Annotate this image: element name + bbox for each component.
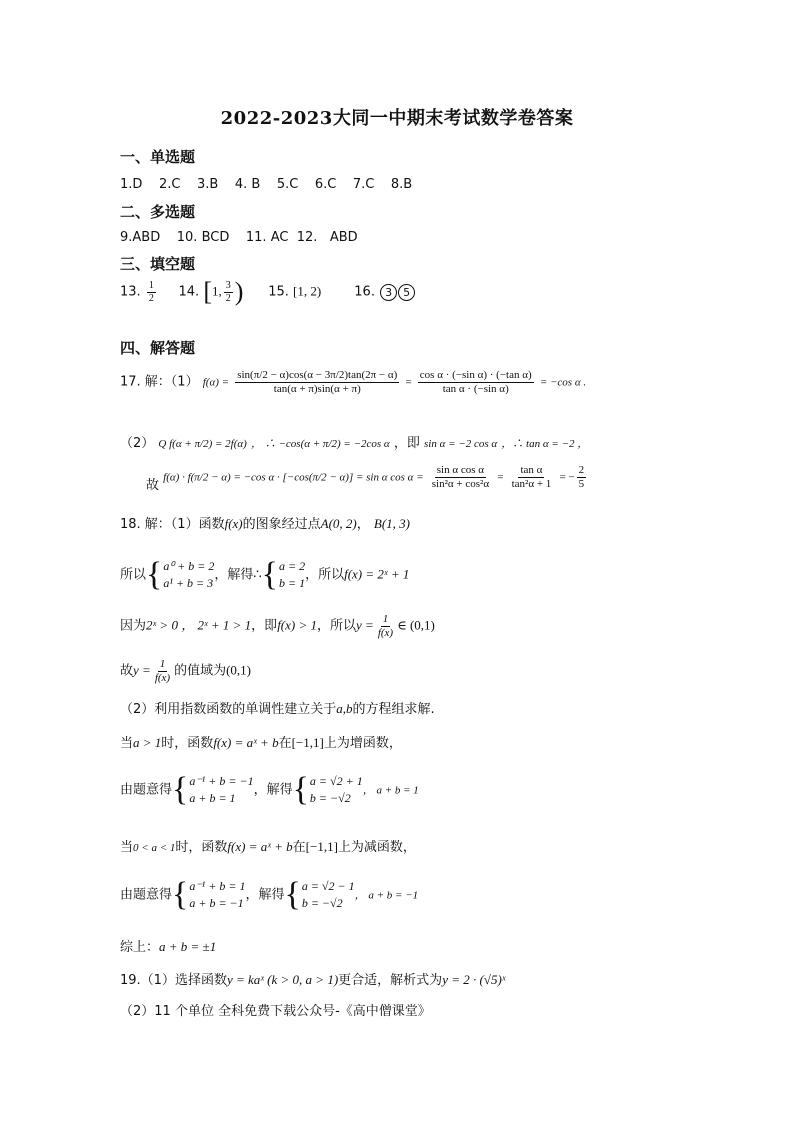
p17-g2-denominator: tan²α + 1 <box>511 477 552 490</box>
p18-system-1: { a⁰ + b = 2 a¹ + b = 3 <box>146 556 215 593</box>
p18-eq-1: a⁰ + b = 2 <box>163 559 215 573</box>
p17-gu: 故 <box>146 477 160 493</box>
p17-label: 17. 解：（1） <box>120 374 199 390</box>
p17-part2 <box>120 432 588 451</box>
p18-fx-gt-1: f(x) > 1 <box>277 617 317 633</box>
p18-part2-intro-end: 的方程组求解. <box>352 702 435 717</box>
p17-part1 <box>120 369 586 395</box>
p19-line2: （2）11 个单位 全科免费下载公众号-《高中僧课堂》 <box>120 1004 431 1019</box>
q13-fraction <box>147 280 156 304</box>
q14-left: 1, <box>212 283 222 299</box>
p18-zai: 在 <box>278 736 292 751</box>
p18-eq-6: a + b = −1 <box>189 896 244 910</box>
p18-eq-5: a⁻¹ + b = 1 <box>189 879 246 893</box>
answer-9: 9.ABD <box>120 230 161 245</box>
answer-4: 4. B <box>234 177 261 192</box>
p17-product-expression: f(α) · f(π/2 − α) = −cos α · [−cos(π/2 − α)] = sin α cos α = <box>163 471 424 484</box>
p17-f-alpha: f(α) = <box>202 376 230 389</box>
p18-final-sum: a + b = ±1 <box>159 939 217 954</box>
p18-range-text: 的值域为 <box>174 663 227 679</box>
q13-numerator: 1 <box>148 280 154 291</box>
p17-g1-denominator: sin²α + cos²α <box>431 477 490 490</box>
p18-solve: ，解得∴ <box>214 567 262 583</box>
q13-denominator: 2 <box>148 292 154 304</box>
p18-comma: ， <box>356 517 370 532</box>
p18-in-range: ∈ (0,1) <box>397 617 435 633</box>
p17-f1-denominator: tan(α + π)sin(α + π) <box>273 382 361 395</box>
p18-ji: ，即 <box>251 618 278 634</box>
q14-close-paren: ) <box>234 277 244 306</box>
p17-f2-denominator: tan α · (−sin α) <box>442 382 509 395</box>
p18-a-between: 0 < a < 1 <box>133 842 176 854</box>
p18-inequalities: 2ˣ > 0 ， 2ˣ + 1 > 1 <box>146 617 252 633</box>
answer-5: 5.C <box>276 177 299 192</box>
p18-reciprocal-fraction <box>376 613 395 639</box>
single-choice-answers <box>120 177 412 192</box>
p18-yinwei: 因为 <box>120 618 147 634</box>
p17-ji: ，即 <box>393 436 420 451</box>
p18-interval-2: [−1,1] <box>305 839 338 854</box>
p18-sol-b-3: b = −√2 <box>301 896 343 910</box>
p18-sol-b: b = 1 <box>278 576 306 590</box>
q14-open-bracket: [ <box>203 277 212 306</box>
p18-recip-den-2: f(x) <box>154 671 171 684</box>
p18-eq-2: a¹ + b = 3 <box>163 576 214 590</box>
p18-suoyi: 所以 <box>120 567 147 583</box>
p18-sum-1: ， a + b = 1 <box>362 784 419 797</box>
p18-shi-hanshu-2: 时，函数 <box>175 840 228 855</box>
p17-g3-prefix: = − <box>559 471 575 484</box>
p18-line5 <box>120 698 435 717</box>
p18-youtiyi: 由题意得 <box>120 782 173 798</box>
p18-y-eq: y = <box>356 617 374 633</box>
p18-line10 <box>120 936 216 955</box>
p19-function-form: y = kaˣ (k > 0, a > 1) <box>226 972 339 987</box>
p19-line1 <box>120 969 505 988</box>
p18-eq-3: a⁻¹ + b = −1 <box>189 774 254 788</box>
q14-denominator: 2 <box>225 292 231 304</box>
answer-1: 1.D <box>120 177 143 192</box>
p18-fx-def-2: f(x) = aˣ + b <box>227 839 293 854</box>
p18-jiede-2: ，解得 <box>245 887 285 903</box>
p18-sol-a-2: a = √2 + 1 <box>309 774 363 788</box>
p18-jiede: ，解得 <box>253 782 293 798</box>
p18-line8 <box>120 836 416 855</box>
p18-youtiyi-2: 由题意得 <box>120 887 173 903</box>
p18-recip-num-2: 1 <box>159 658 166 670</box>
p18-suoyi-2: ，所以 <box>305 567 345 583</box>
answer-10: 10. BCD <box>176 230 230 245</box>
answer-7: 7.C <box>352 177 375 192</box>
q16-label: 16. <box>354 284 375 300</box>
p19-better: 更合适，解析式为 <box>338 973 443 988</box>
p18-dang: 当 <box>120 736 134 751</box>
p17-g2-numerator: tan α <box>520 464 543 476</box>
answer-2: 2.C <box>158 177 181 192</box>
p18-fx-result: f(x) = 2ˣ + 1 <box>344 566 410 582</box>
p18-point-b: B(1, 3) <box>373 516 411 531</box>
p18-a-gt-1: a > 1 <box>133 735 162 750</box>
p18-dang-2: 当 <box>120 840 134 855</box>
p18-line4 <box>120 658 251 684</box>
fill-in-answers <box>120 279 415 305</box>
p17-part2-conclusion: 故 f(α) · f(π/2 − α) = −cos α · [−cos(π/2 − α)] = sin α cos α = $\frac{\text{sin α cos α}}{\text{sin²α + cos²α}}$ = $\frac{\text{tan α}}{\text{tan²α + 1}}$ = − $\frac{2}{5}$ <box>146 464 585 493</box>
p17-deduce: ， ∴ −cos(α + π/2) = −2cos α <box>250 438 390 450</box>
p18-system-6: { a = √2 − 1 b = −√2 <box>284 876 355 913</box>
p18-line1 <box>120 513 410 532</box>
multi-choice-answers <box>120 230 358 245</box>
section-heading-fill-in: 三、填空题 <box>120 255 196 273</box>
p18-line7 <box>120 773 419 807</box>
p18-suoyi-3: ，所以 <box>317 618 357 634</box>
p17-g3-denominator: 5 <box>578 477 585 490</box>
q14-numerator: 3 <box>225 280 231 291</box>
p18-sum-2: ， a + b = −1 <box>354 889 419 902</box>
p18-system-4: { a = √2 + 1 b = −√2 <box>292 771 363 808</box>
section-heading-solutions: 四、解答题 <box>120 339 196 357</box>
p18-system-2: { a = 2 b = 1 <box>261 556 306 593</box>
p18-sol-b-2: b = −√2 <box>309 791 351 805</box>
q15-label: 15. <box>268 284 289 300</box>
p18-line3 <box>120 613 435 639</box>
p19-expression: y = 2 · (√5)ˣ <box>442 972 506 987</box>
p18-sol-a-3: a = √2 − 1 <box>301 879 355 893</box>
p18-y-eq-2: y = <box>133 662 151 678</box>
p18-gu: 故 <box>120 663 134 679</box>
section-heading-single-choice: 一、单选题 <box>120 148 196 166</box>
q16-answer-circled-5: 5 <box>398 284 415 301</box>
p18-recip-den: f(x) <box>377 626 394 639</box>
q13-label: 13. <box>120 284 141 300</box>
p17-equals: = <box>405 376 412 389</box>
p18-decreasing: 上为减函数， <box>337 840 416 855</box>
answer-3: 3.B <box>196 177 219 192</box>
p18-line6 <box>120 732 402 751</box>
p18-fx: f(x) <box>224 516 243 531</box>
answer-8: 8.B <box>390 177 413 192</box>
p18-fx-def: f(x) = aˣ + b <box>213 735 279 750</box>
q16-answer-circled-3: 3 <box>380 284 397 301</box>
answer-6: 6.C <box>314 177 337 192</box>
q14-fraction <box>224 280 233 304</box>
p18-interval: [−1,1] <box>291 735 324 750</box>
p18-increasing: 上为增函数， <box>323 736 402 751</box>
p17-g-fraction-1 <box>430 464 491 490</box>
p17-g3-numerator: 2 <box>578 464 585 476</box>
p17-fraction-2 <box>418 369 534 395</box>
p18-reciprocal-fraction-2 <box>153 658 172 684</box>
answer-12: ABD <box>329 230 358 245</box>
q14-label: 14. <box>178 284 200 300</box>
p17-g-fraction-3 <box>577 464 587 490</box>
p18-passes: 的图象经过点 <box>242 517 321 532</box>
p17-tan-value: ，∴ tan α = −2 ， <box>501 438 589 450</box>
section-heading-multi-choice: 二、多选题 <box>120 203 196 221</box>
p17-given: Q f(α + π/2) = 2f(α) <box>158 438 247 450</box>
p18-ab: a,b <box>336 701 353 716</box>
answer-11: 11. AC <box>245 230 289 245</box>
p18-intro: 18. 解：（1）函数 <box>120 517 225 532</box>
p17-fraction-1 <box>235 369 399 395</box>
p17-part2-label: （2） <box>120 436 155 451</box>
p18-recip-num: 1 <box>382 613 389 625</box>
p17-g1-numerator: sin α cos α <box>436 464 485 476</box>
p18-point-a: A(0, 2) <box>320 516 357 531</box>
p17-g-fraction-2 <box>510 464 554 490</box>
page-title: 2022-2023大同一中期末考试数学卷答案 <box>220 108 574 129</box>
p18-system-5: { a⁻¹ + b = 1 a + b = −1 <box>172 876 246 913</box>
p17-f1-numerator: sin(π/2 − α)cos(α − 3π/2)tan(2π − α) <box>237 369 398 381</box>
p19-intro: 19.（1）选择函数 <box>120 973 227 988</box>
p18-part2-intro: （2）利用指数函数的单调性建立关于 <box>120 702 337 717</box>
p18-zai-2: 在 <box>292 840 306 855</box>
p17-f2-numerator: cos α · (−sin α) · (−tan α) <box>419 369 532 381</box>
p17-sin-relation: sin α = −2 cos α <box>424 438 498 450</box>
p18-range-value: (0,1) <box>226 662 252 678</box>
answer-12-label: 12. <box>296 230 318 245</box>
p18-eq-4: a + b = 1 <box>189 791 236 805</box>
p18-sol-a: a = 2 <box>278 559 306 573</box>
p17-result: = −cos α . <box>539 376 587 389</box>
p18-zongshang: 综上： <box>120 940 160 955</box>
p18-shi-hanshu: 时，函数 <box>161 736 214 751</box>
p18-line9 <box>120 878 418 912</box>
q15-answer: [1, 2) <box>293 283 322 299</box>
p18-system-3: { a⁻¹ + b = −1 a + b = 1 <box>172 771 254 808</box>
p18-line2 <box>120 558 409 592</box>
